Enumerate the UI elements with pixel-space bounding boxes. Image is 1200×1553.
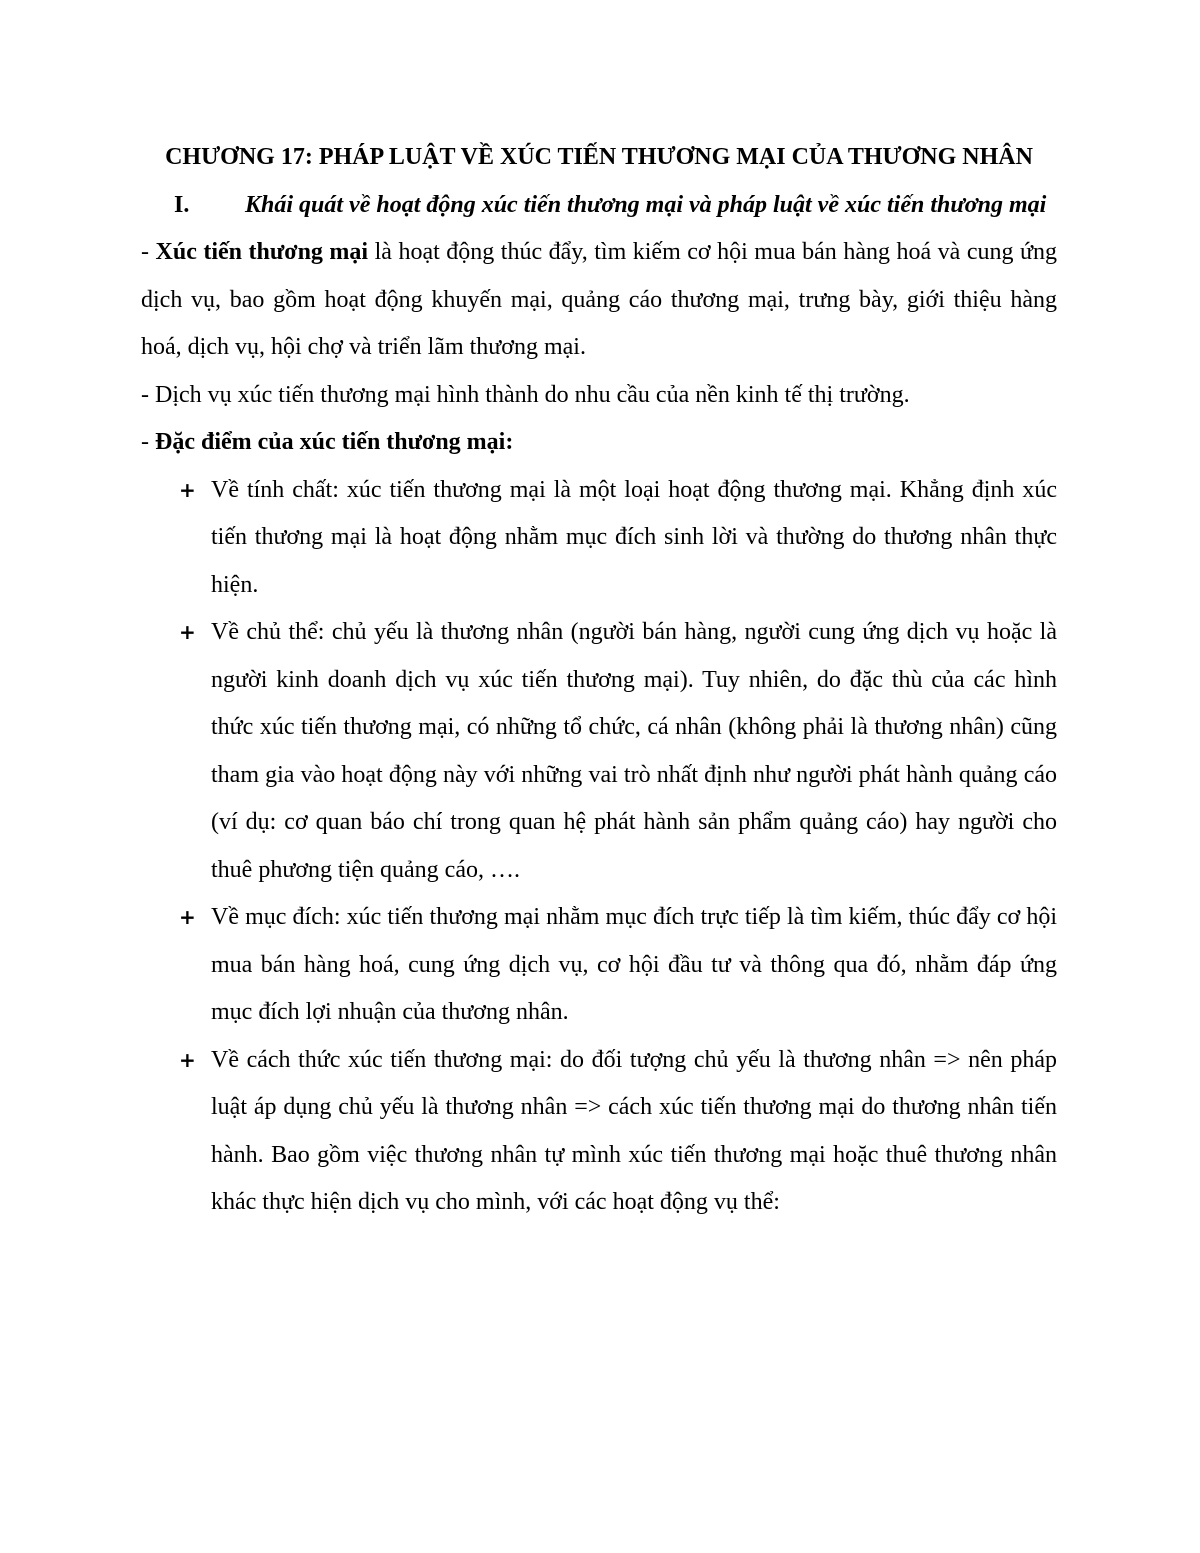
features-list [141,467,1057,1227]
section-number: I. [174,191,190,218]
list-item [141,467,1057,610]
chapter-title: CHƯƠNG 17: PHÁP LUẬT VỀ XÚC TIẾN THƯƠNG MẠI CỦA THƯƠNG NHÂN [165,144,1033,170]
list-item [141,1037,1057,1227]
features-heading [141,419,1057,467]
definition-term: Xúc tiến thương mại [155,239,369,265]
definition-paragraph [141,229,1057,372]
section-title: Khái quát về hoạt động xúc tiến thương mại và pháp luật về xúc tiến thương mại [245,191,1047,218]
list-item-text: Về chủ thể: chủ yếu là thương nhân (người bán hàng, người cung ứng dịch vụ hoặc là người kinh doanh dịch vụ xúc tiến thương mại). Tuy nhiên, do đặc thù của các hình thức xúc tiến thương mại, có những tổ chức, cá nhân (không phải là thương nhân) cũng tham gia vào hoạt động này với những vai trò nhất định như người phát hành quảng cáo (ví dụ: cơ quan báo chí trong quan hệ phát hành sản phẩm quảng cáo) hay người cho thuê phương tiện quảng cáo, …. [211,619,1057,883]
document-body [141,134,1057,1227]
section-heading [141,182,1057,230]
plus-bullet-icon: + [179,477,196,502]
list-item-text: Về mục đích: xúc tiến thương mại nhằm mục đích trực tiếp là tìm kiếm, thúc đẩy cơ hội mua bán hàng hoá, cung ứng dịch vụ, cơ hội đầu tư và thông qua đó, nhằm đáp ứng mục đích lợi nhuận của thương nhân. [211,904,1057,1025]
definition-body: là hoạt động thúc đẩy, tìm kiếm cơ hội mua bán hàng hoá và cung ứng dịch vụ, bao gồm hoạt động khuyến mại, quảng cáo thương mại, trưng bày, giới thiệu hàng hoá, dịch vụ, hội chợ và triển lãm thương mại. [141,239,1057,360]
list-item-text: Về tính chất: xúc tiến thương mại là một loại hoạt động thương mại. Khẳng định xúc tiến thương mại là hoạt động nhằm mục đích sinh lời và thường do thương nhân thực hiện. [211,476,1057,598]
list-item-text: Về cách thức xúc tiến thương mại: do đối tượng chủ yếu là thương nhân => nên pháp luật áp dụng chủ yếu là thương nhân => cách xúc tiến thương mại do thương nhân tiến hành. Bao gồm việc thương nhân tự mình xúc tiến thương mại hoặc thuê thương nhân khác thực hiện dịch vụ cho mình, với các hoạt động vụ thể: [211,1046,1057,1215]
definition-prefix: - [141,239,156,265]
plus-bullet-icon: + [179,620,196,644]
list-item [141,894,1057,1037]
features-prefix: - [141,429,155,455]
service-paragraph: - Dịch vụ xúc tiến thương mại hình thành do nhu cầu của nền kinh tế thị trường. [141,381,910,408]
plus-bullet-icon: + [179,1047,196,1072]
list-item [141,609,1057,894]
plus-bullet-icon: + [179,905,196,929]
features-heading-text: Đặc điểm của xúc tiến thương mại: [155,429,514,455]
